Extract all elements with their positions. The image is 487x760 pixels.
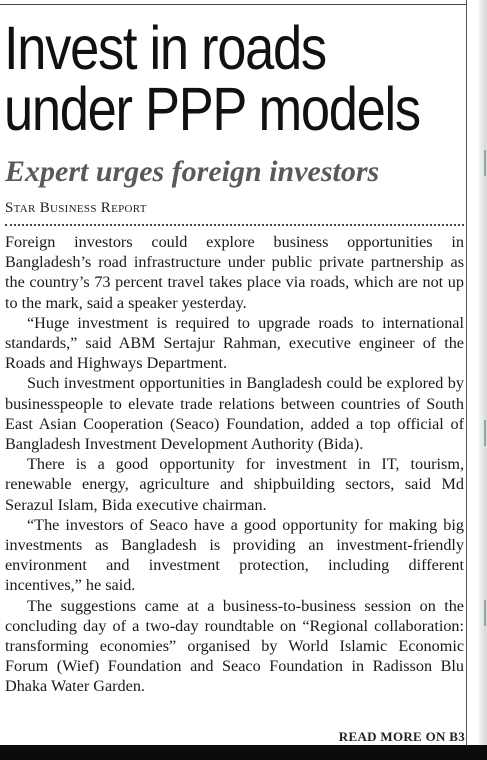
adjacent-page-edge [478,0,487,745]
edge-mark [484,600,486,626]
top-rule [0,4,466,5]
paragraph: Such investment opportunities in Bangladesh could be explored by businesspeople to elevate trade relations between countries of South East Asian Cooperation (Seaco) Foundation, added a top official of Bangladesh Investment Development Authority (Bida). [5,374,464,454]
article-body [5,232,464,697]
byline: Star Business Report [5,200,147,216]
paragraph: There is a good opportunity for investment in IT, tourism, renewable energy, agriculture and shipbuilding sectors, said Md Serazul Islam, Bida executive chairman. [5,455,464,514]
column-rule [466,0,467,745]
paragraph: Foreign investors could explore business opportunities in Bangladesh’s road infrastructure under public private partnership as the country’s 73 percent travel takes place via roads, which are not up to the mark, said a speaker yesterday. [5,233,464,312]
bottom-bar [0,745,487,760]
edge-mark [484,420,486,446]
read-more-link[interactable]: READ MORE ON B3 [338,729,465,744]
paragraph: “Huge investment is required to upgrade roads to international standards,” said ABM Sertajur Rahman, executive engineer of the Roads and Highways Department. [5,313,464,373]
subheadline: Expert urges foreign investors [5,155,380,188]
paragraph: The suggestions came at a business-to-business session on the concluding day of a two-day roundtable on “Regional collaboration: transforming economies” organised by World Islamic Economic Forum (Wief) Foundation and Seaco Foundation in Radisson Blu Dhaka Water Garden. [5,596,464,696]
headline: Invest in roads under PPP models [4,14,420,143]
edge-mark [484,150,486,176]
dotted-divider [5,224,464,226]
paragraph: “The investors of Seaco have a good opportunity for making big investments as Bangladesh is providing an investment-friendly environment and investment protection, including different incentives,” he said. [5,515,464,595]
